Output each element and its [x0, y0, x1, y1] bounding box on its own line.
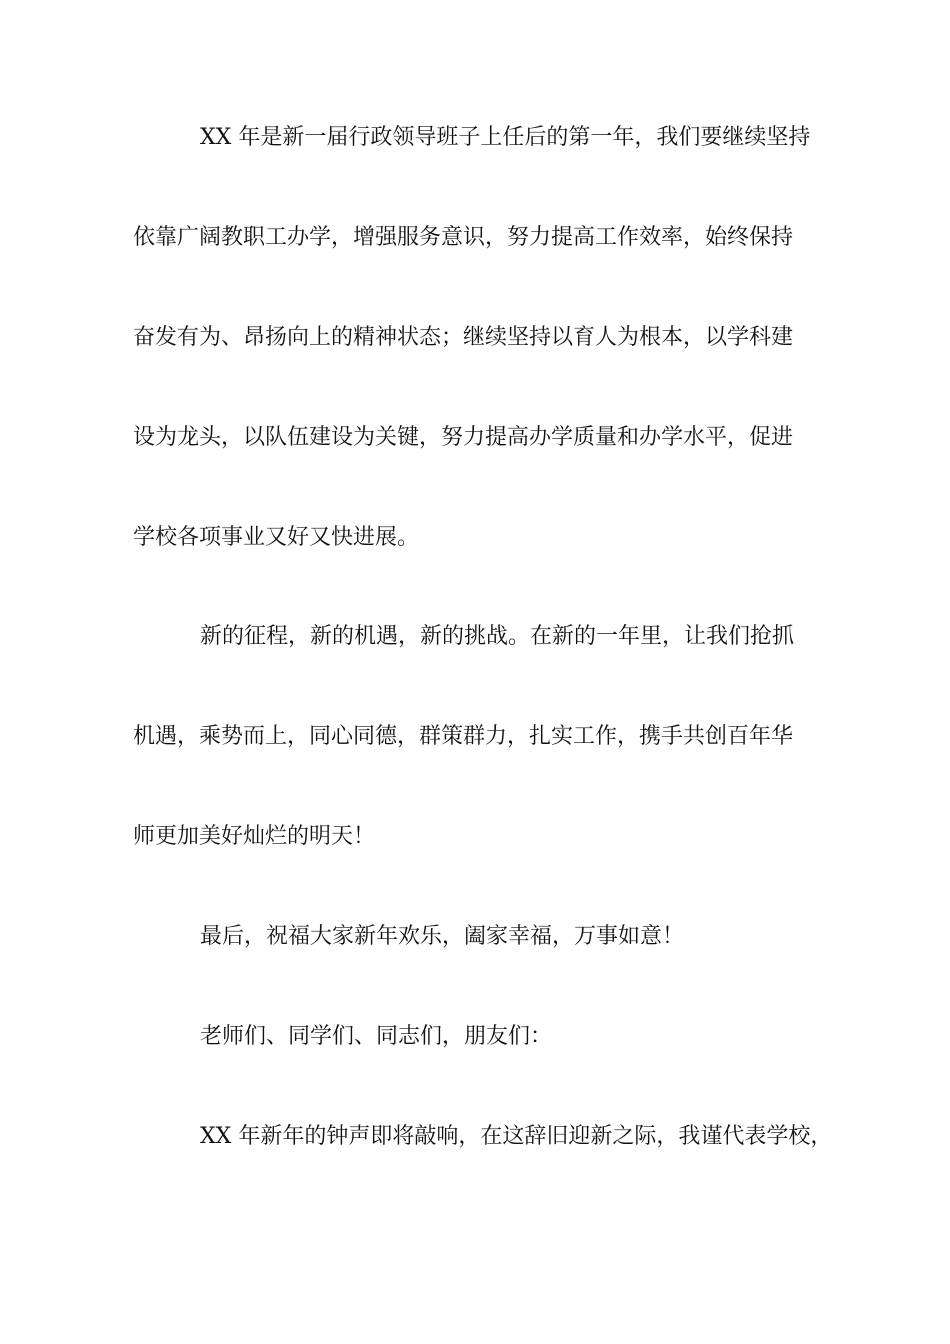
salutation-line: 老师们、同学们、同志们，朋友们： — [200, 1024, 553, 1049]
paragraph-1-line-5: 学校各项事业又好又快进展。 — [133, 525, 420, 550]
paragraph-3-line-1: 最后，祝福大家新年欢乐，阖家幸福，万事如意！ — [200, 924, 685, 949]
paragraph-1-line-2: 依靠广阔教职工办学，增强服务意识，努力提高工作效率，始终保持 — [133, 225, 794, 250]
paragraph-1-line-4: 设为龙头，以队伍建设为关键，努力提高办学质量和办学水平，促进 — [133, 425, 794, 450]
paragraph-2-line-2: 机遇，乘势而上，同心同德，群策群力，扎实工作，携手共创百年华 — [133, 724, 794, 749]
paragraph-4-line-1: XX 年新年的钟声即将敲响，在这辞旧迎新之际，我谨代表学校， — [200, 1124, 833, 1149]
paragraph-2-line-3: 师更加美好灿烂的明天！ — [133, 824, 376, 849]
paragraph-2-line-1: 新的征程，新的机遇，新的挑战。在新的一年里，让我们抢抓 — [200, 624, 795, 649]
paragraph-1-line-3: 奋发有为、昂扬向上的精神状态；继续坚持以育人为根本，以学科建 — [133, 325, 794, 350]
paragraph-1-line-1: XX 年是新一届行政领导班子上任后的第一年，我们要继续坚持 — [200, 125, 811, 150]
